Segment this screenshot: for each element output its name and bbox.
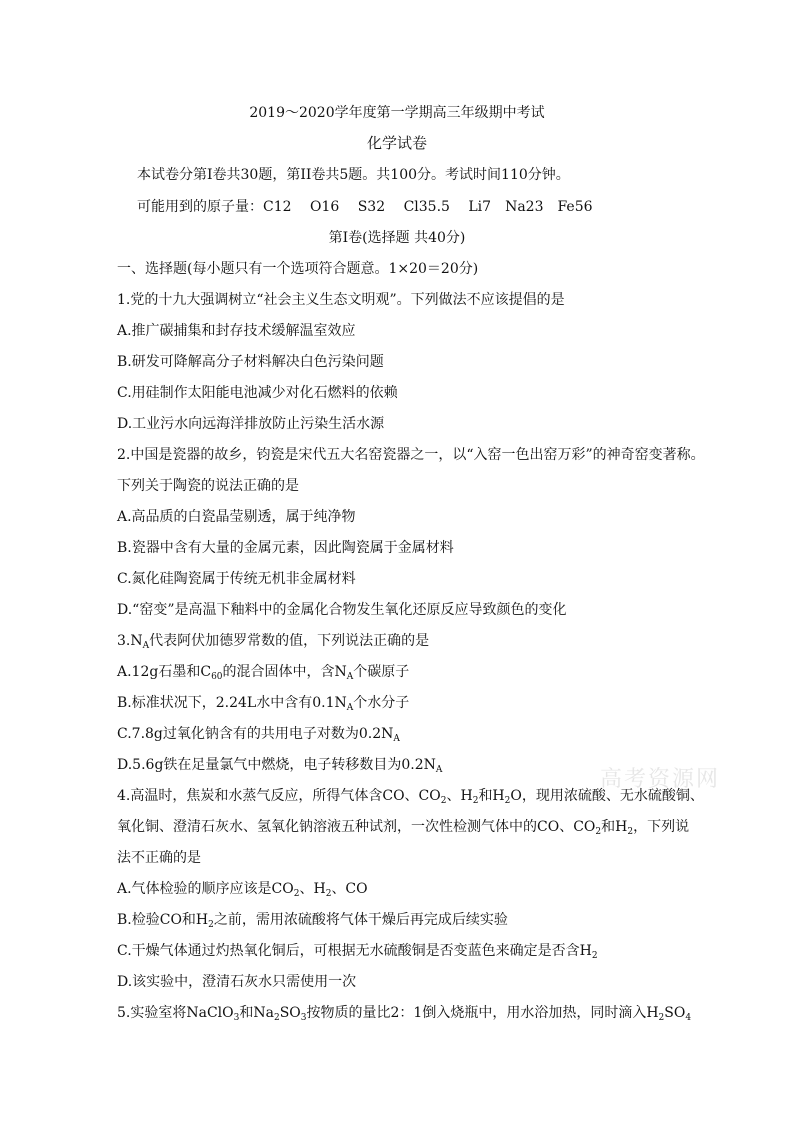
q2-option-c: C.氮化硅陶瓷属于传统无机非金属材料 <box>117 571 356 587</box>
exam-title: 2019～2020学年度第一学期高三年级期中考试 <box>249 105 545 121</box>
q4-stem-line1: 4.高温时，焦炭和水蒸气反应，所得气体含CO、$CO_2$、$H_2$和$H_2O$，现用浓硫酸、无水硫酸铜、 <box>117 788 704 806</box>
q3-option-d: D.5.6g铁在足量氯气中燃烧，电子转移数目为$0.2N_A$ <box>117 757 443 775</box>
q4-option-a: A.气体检验的顺序应该是$CO_2$、$H_2$、CO <box>117 881 368 899</box>
q2-stem-line2: 下列关于陶瓷的说法正确的是 <box>117 478 299 494</box>
q1-option-d: D.工业污水向远海洋排放防止污染生活水源 <box>117 416 385 432</box>
q5-stem-line1: 5.实验室将NaClO$_3$和$Na_2SO_3$按物质的量比2：1倒入烧瓶中，用水浴加热，同时滴入$H_2SO_4$ <box>117 1005 692 1023</box>
watermark-logo: 高考资源网 <box>600 767 721 792</box>
q2-option-a: A.高品质的白瓷晶莹剔透，属于纯净物 <box>117 509 356 525</box>
q2-option-d: D.“窑变”是高温下釉料中的金属化合物发生氧化还原反应导致颜色的变化 <box>117 602 567 618</box>
q3-option-c: C.7.8g过氧化钠含有的共用电子对数为$0.2N_A$ <box>117 726 400 744</box>
part1-heading: 第I卷(选择题 共40分) <box>328 230 466 246</box>
q3-option-a: A.12g石墨和$C_{60}$的混合固体中，含$N_A$个碳原子 <box>117 664 410 682</box>
q1-option-a: A.推广碳捕集和封存技术缓解温室效应 <box>117 323 356 339</box>
q4-option-c: C.干燥气体通过灼热氧化铜后，可根据无水硫酸铜是否变蓝色来确定是否含$H_2$ <box>117 943 598 961</box>
q2-stem-line1: 2.中国是瓷器的故乡，钧瓷是宋代五大名窑瓷器之一，以“入窑一色出窑万彩”的神奇窑变著称。 <box>117 447 705 463</box>
exam-subtitle: 化学试卷 <box>366 134 427 152</box>
q1-stem: 1.党的十九大强调树立“社会主义生态文明观”。下列做法不应该提倡的是 <box>117 292 565 308</box>
q4-option-b: B.检验CO和$H_2$之前，需用浓硫酸将气体干燥后再完成后续实验 <box>117 912 508 930</box>
q1-option-b: B.研发可降解高分子材料解决白色污染问题 <box>117 354 384 370</box>
q4-stem-line3: 法不正确的是 <box>117 850 201 866</box>
q2-option-b: B.瓷器中含有大量的金属元素，因此陶瓷属于金属材料 <box>117 540 454 556</box>
q3-stem: $3.N_A$代表阿伏加德罗常数的值，下列说法正确的是 <box>117 633 430 651</box>
atomic-masses: 可能用到的原子量：C12 O16 S32 Cl35.5 Li7 Na23 Fe56 <box>137 199 593 215</box>
exam-intro: 本试卷分第I卷共30题，第II卷共5题。共100分。考试时间110分钟。 <box>137 167 570 183</box>
section1-heading: 一、选择题(每小题只有一个选项符合题意。1×20＝20分) <box>117 261 479 277</box>
q3-option-b: B.标准状况下，2.24L水中含有$0.1N_A$个水分子 <box>117 695 410 713</box>
q1-option-c: C.用硅制作太阳能电池减少对化石燃料的依赖 <box>117 385 398 401</box>
q4-stem-line2: 氧化铜、澄清石灰水、氢氧化钠溶液五种试剂，一次性检测气体中的CO、$CO_2$和$H_2$，下列说 <box>117 819 690 837</box>
q4-option-d: D.该实验中，澄清石灰水只需使用一次 <box>117 974 357 990</box>
